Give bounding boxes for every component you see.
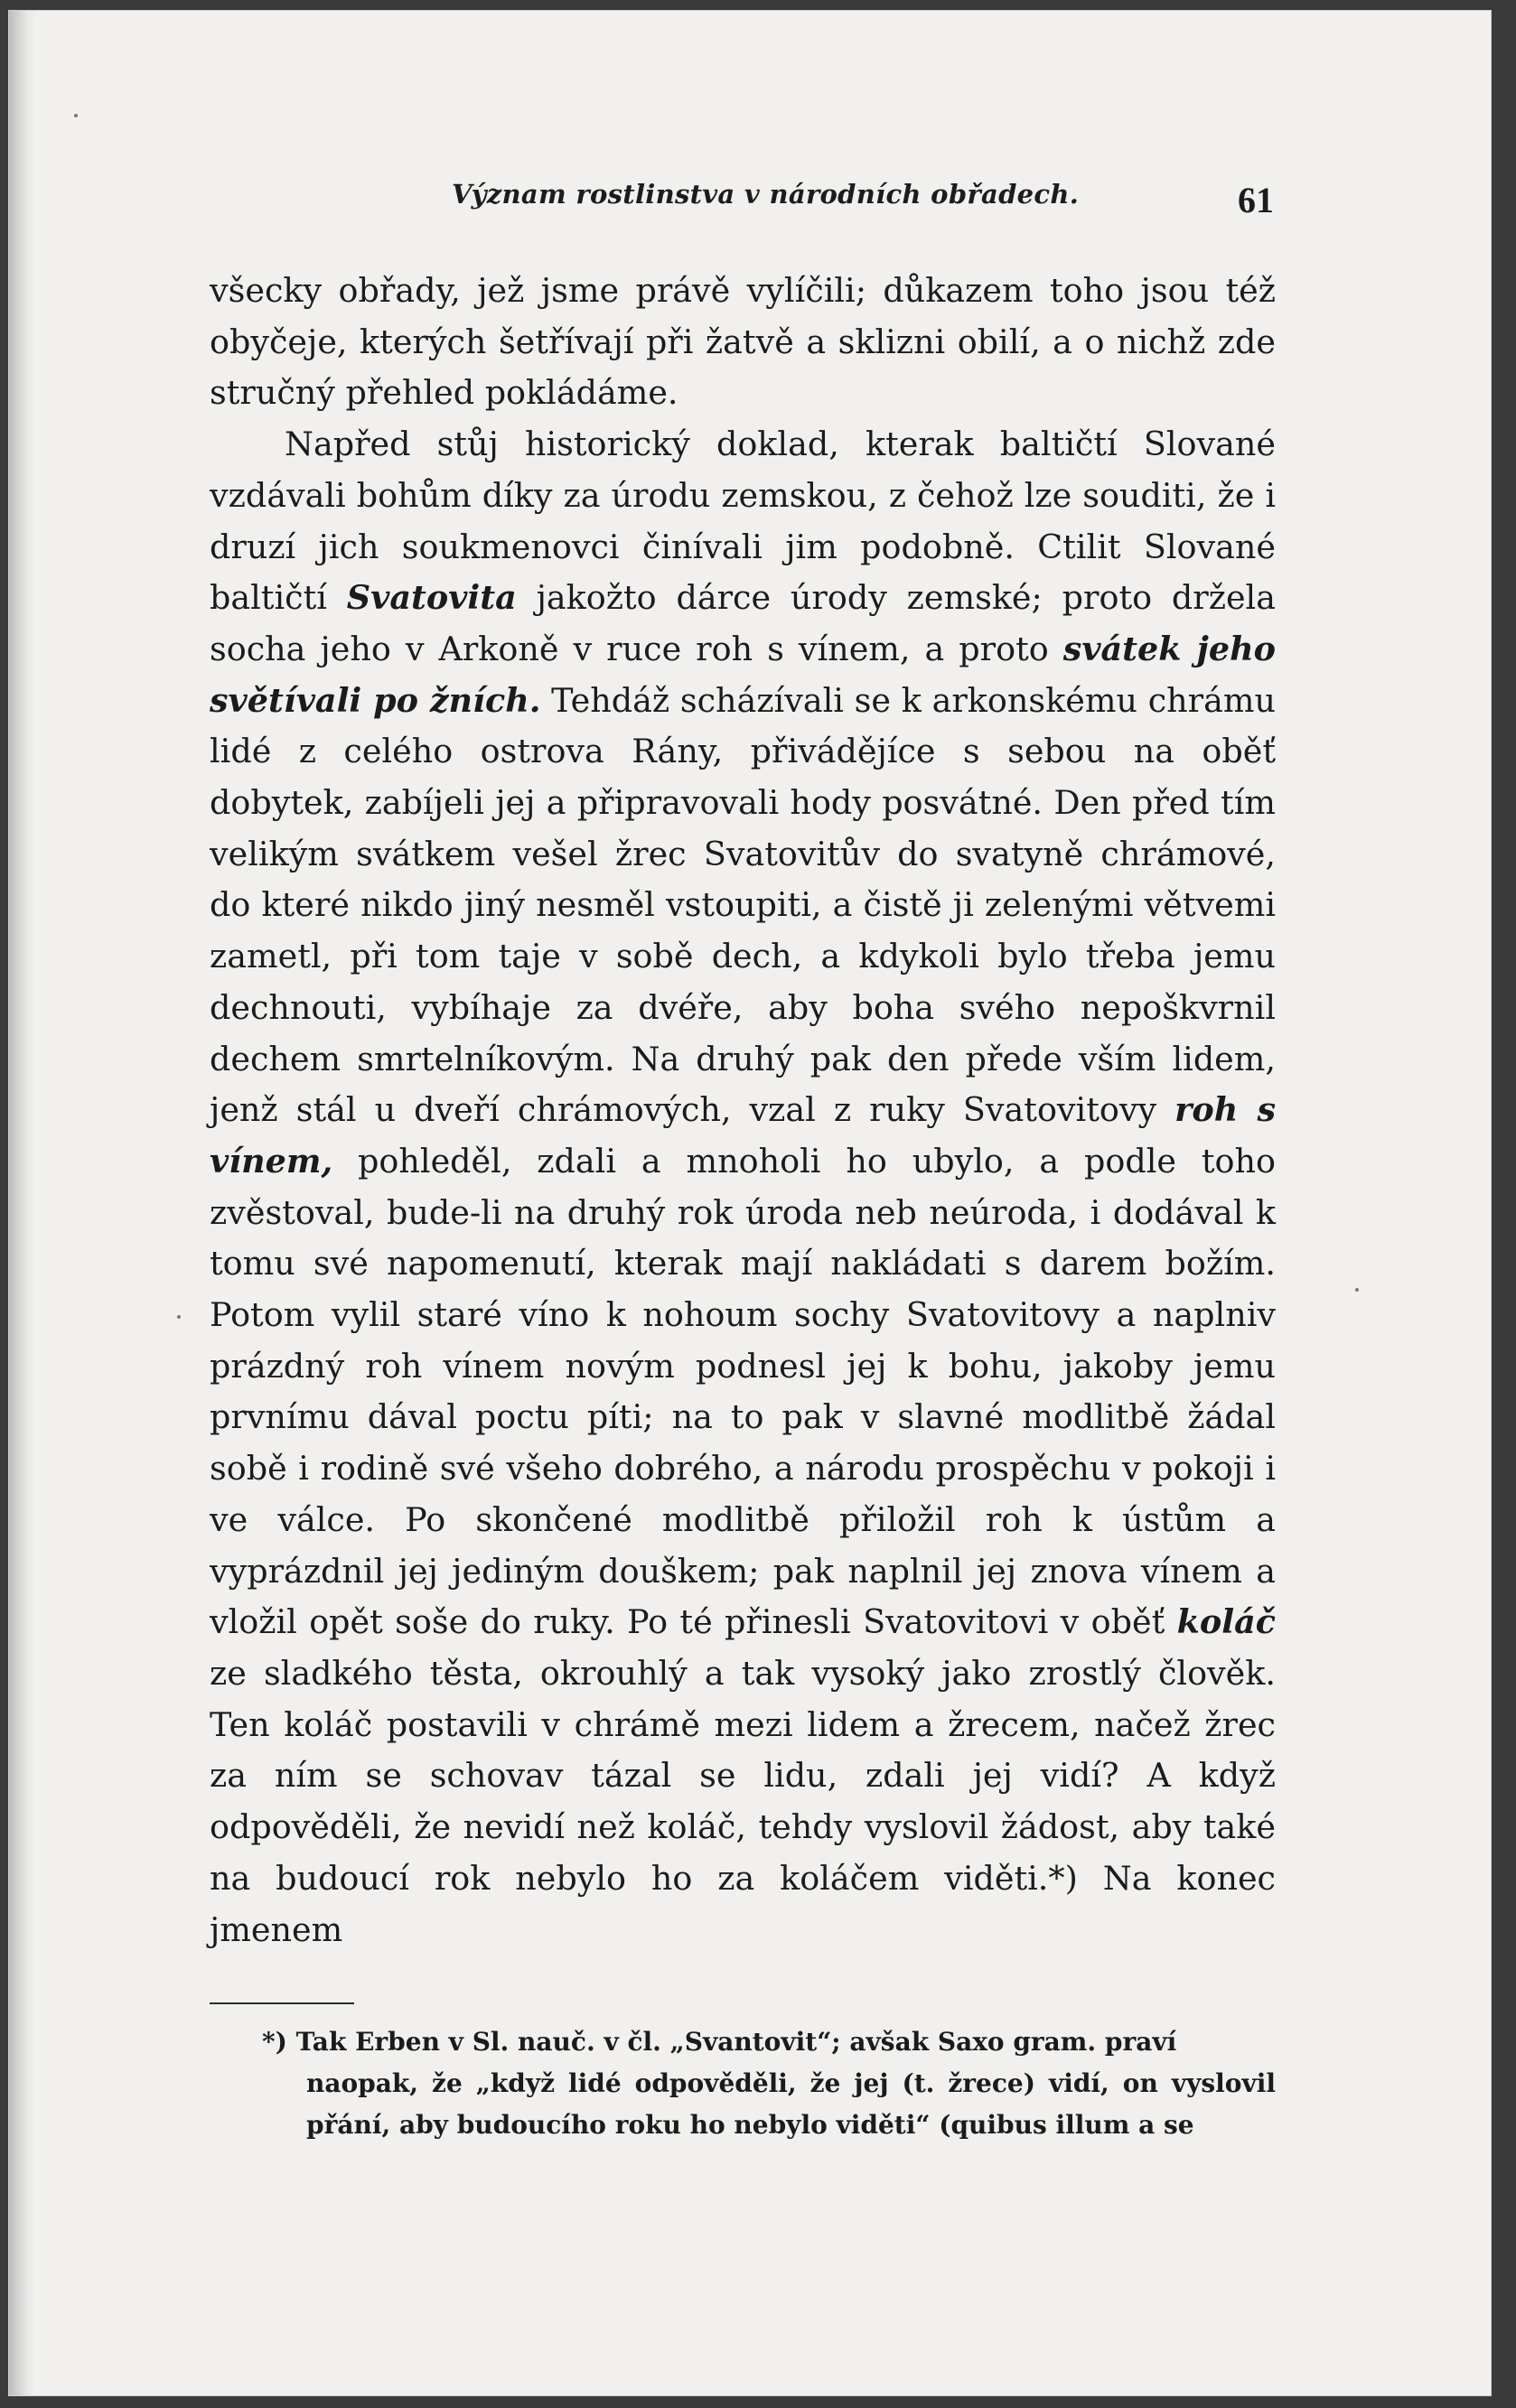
book-page xyxy=(9,11,1491,2395)
page-edge-shadow xyxy=(9,11,36,2395)
text-run: ze sladkého těsta, okrouhlý a tak vysoký jako zrostlý člověk. Ten koláč postavili v chrámě mezi lidem a žrecem, načež žrec za ním se schovav tázal se lidu, zdali jej vidí? A když odpověděli, že nevidí než koláč, tehdy vyslovil žádost, aby také na budoucí rok nebylo ho za koláčem viděti.*) Na konec jmenem xyxy=(210,1653,1276,1949)
footnote-marker: *) xyxy=(262,2027,287,2057)
text-run: Napřed stůj historický doklad, kterak baltičtí Slované vzdávali bohům díky za úrodu zemskou, z čehož lze souditi, že i druzí jich soukmenovci činívali jim podobně. Ctilit Slované baltičtí xyxy=(210,425,1276,618)
footnote-separator xyxy=(210,2002,354,2004)
paper-speck xyxy=(1355,1288,1359,1292)
emphasis-kolac: koláč xyxy=(1176,1602,1276,1642)
paragraph xyxy=(210,419,1276,1955)
footnote-continuation: naopak, že „když lidé odpověděli, že jej (t. žrece) vidí, on vyslovil přání, aby budoucího roku ho nebylo viděti“ (quibus illum a se xyxy=(306,2068,1276,2140)
running-title: Význam rostlinstva v národních obřadech. xyxy=(452,179,1080,210)
page-number: 61 xyxy=(1238,180,1274,220)
text-run: pohleděl, zdali a mnoholi ho ubylo, a podle toho zvěstoval, bude-li na druhý rok úroda neb neúroda, i dodával k tomu své napomenutí, kterak mají nakládati s darem božím. Potom vylil staré víno k nohoum sochy Svatovitovy a naplniv prázdný roh vínem novým podnesl jej k bohu, jakoby jemu prvnímu dával poctu píti; na to pak v slavné modlitbě žádal sobě i rodině své všeho dobrého, a národu prospěchu v pokoji i ve válce. Po skončené modlitbě přiložil roh k ústům a vyprázdnil jej jediným douškem; pak naplnil jej znova vínem a vložil opět soše do ruky. Po té přinesli Svatovitovi v oběť xyxy=(210,1141,1276,1642)
paper-speck xyxy=(74,114,78,117)
footnote xyxy=(210,2021,1276,2146)
paragraph xyxy=(210,266,1276,419)
emphasis-svatovita: Svatovita xyxy=(346,578,517,618)
emphasis-roh-s-vinem: roh s vínem, xyxy=(210,1090,1276,1181)
text-run: všecky obřady, jež jsme právě vylíčili; důkazem toho jsou též obyčeje, kterých šetřívají při žatvě a sklizni obilí, a o nichž zde stručný přehled pokládáme. xyxy=(210,271,1276,413)
page-header xyxy=(208,179,1274,233)
body-text xyxy=(210,266,1276,1955)
text-run: jakožto dárce úrody zemské; proto držela socha jeho v Arkoně v ruce roh s vínem, a proto xyxy=(210,578,1276,668)
text-run: Tehdáž scházívali se k arkonskému chrámu lidé z celého ostrova Rány, přivádějíce s sebou na oběť dobytek, zabíjeli jej a připravovali hody posvátné. Den před tím velikým svátkem vešel žrec Svatovitův do svatyně chrámové, do které nikdo jiný nesměl vstoupiti, a čistě ji zelenými větvemi zametl, při tom taje v sobě dech, a kdykoli bylo třeba jemu dechnouti, vybíhaje za dvéře, aby boha svého nepoškvrnil dechem smrtelníkovým. Na druhý pak den přede vším lidem, jenž stál u dveří chrámových, vzal z ruky Svatovitovy xyxy=(210,680,1276,1130)
paper-speck xyxy=(177,1315,181,1319)
emphasis-svatek: svátek jeho světívali po žních. xyxy=(210,629,1276,720)
footnote-line1: Tak Erben v Sl. nauč. v čl. „Svantovit“; avšak Saxo gram. praví xyxy=(295,2027,1177,2057)
